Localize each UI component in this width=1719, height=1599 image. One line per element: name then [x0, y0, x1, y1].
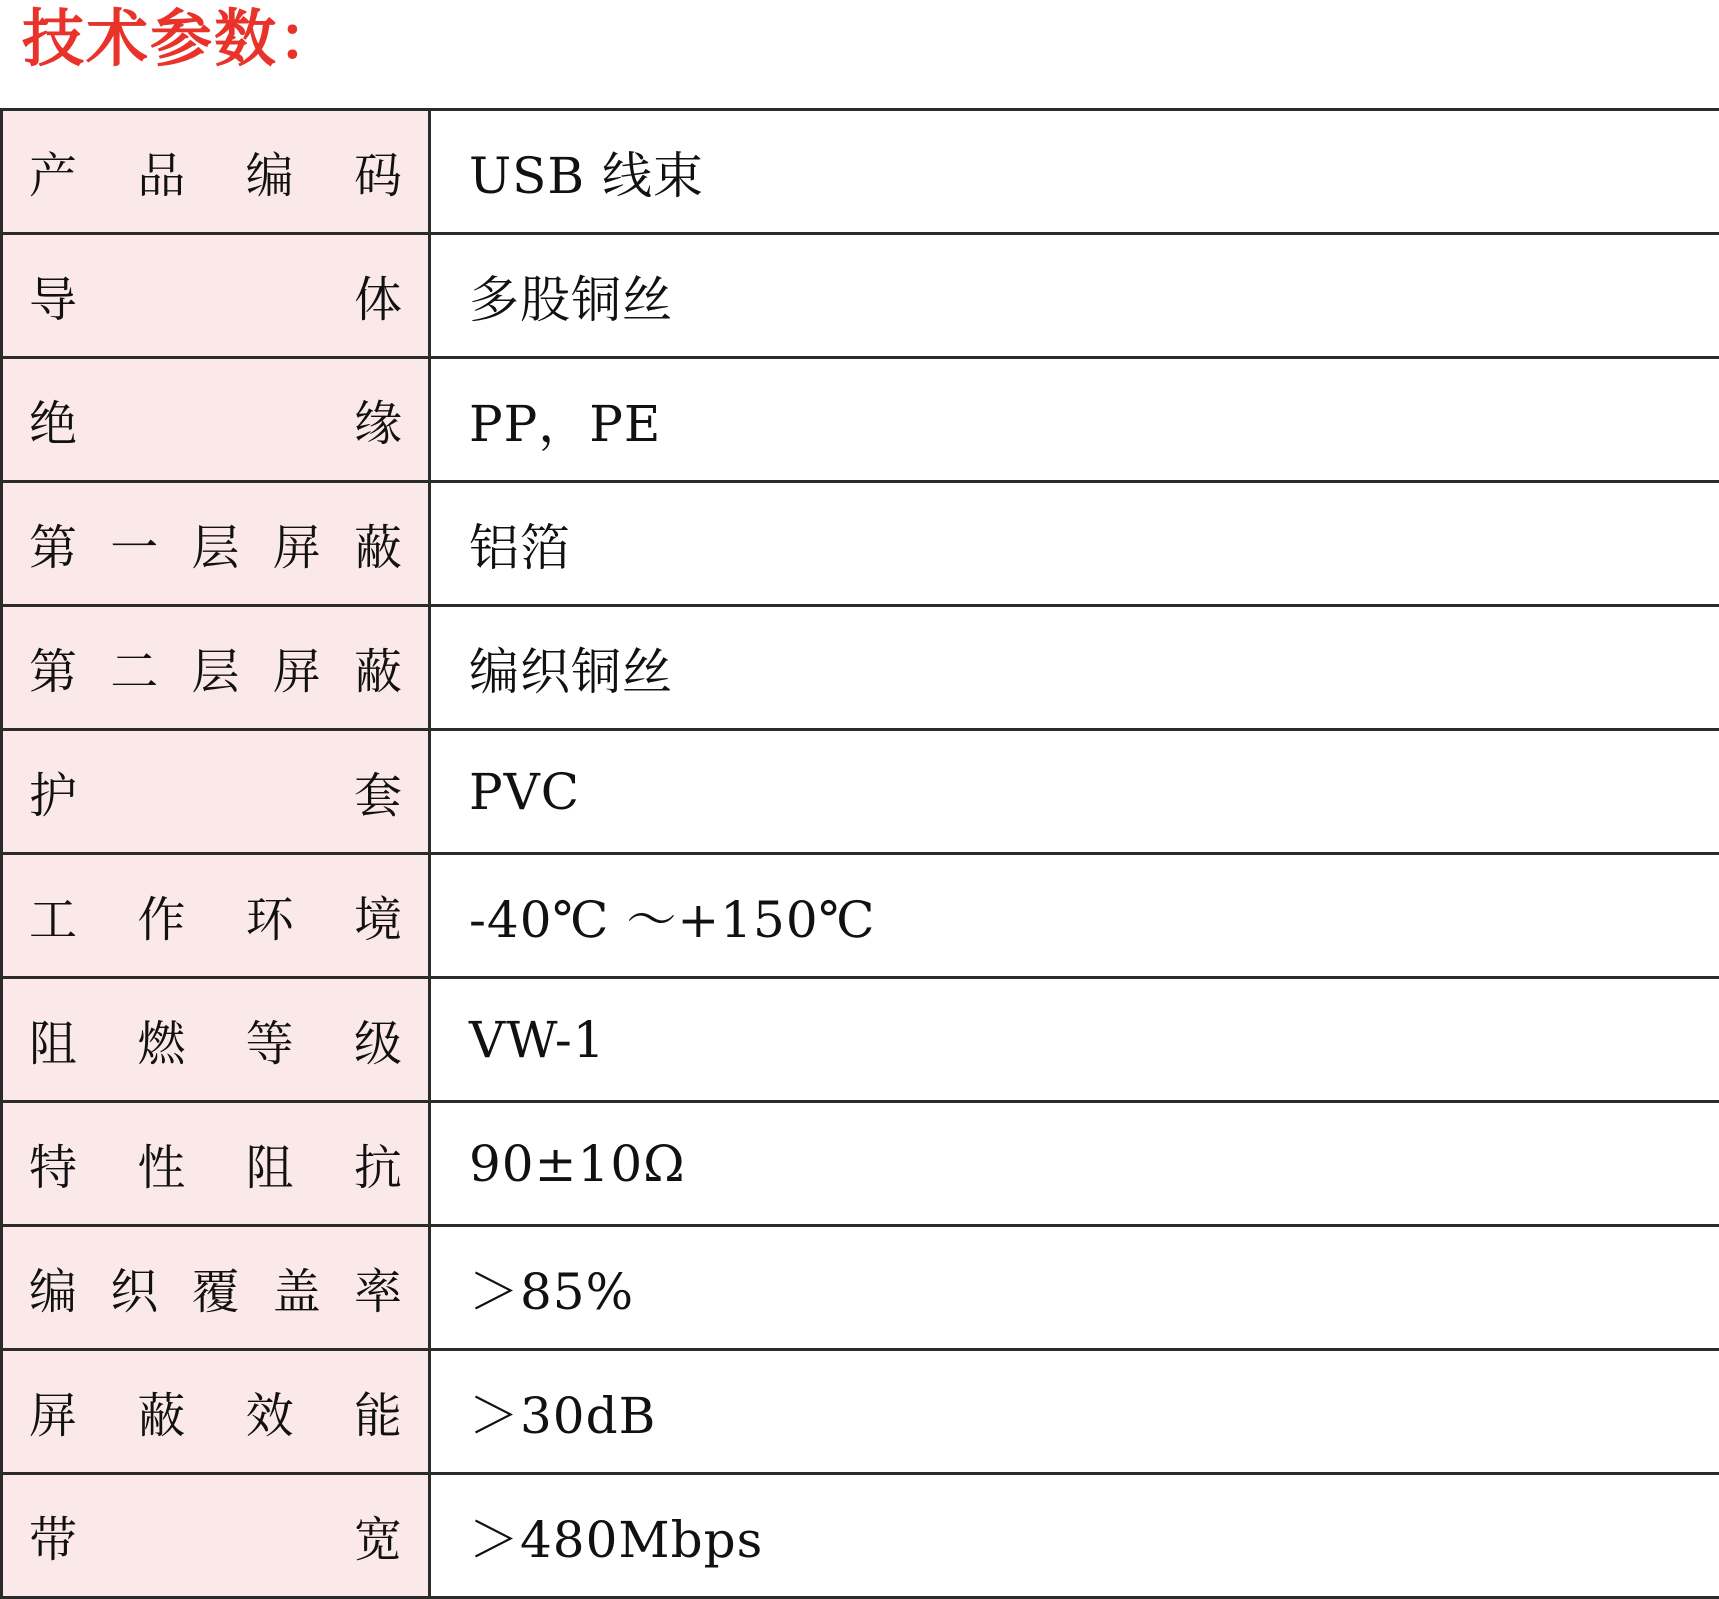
spec-label-cell — [2, 854, 430, 978]
spec-label-text: 屏蔽效能 — [29, 1377, 402, 1446]
page-title: 技术参数： — [0, 0, 1719, 70]
table-row — [2, 1102, 1719, 1226]
spec-label-cell — [2, 730, 430, 854]
spec-label-text: 阻燃等级 — [29, 1005, 402, 1074]
spec-label-cell — [2, 606, 430, 730]
spec-label-cell — [2, 110, 430, 234]
spec-value-cell: -40℃ ～+150℃ — [430, 854, 1719, 978]
technical-parameters-table — [0, 108, 1719, 1599]
spec-label-text: 特性阻抗 — [29, 1129, 402, 1198]
spec-table-body — [2, 110, 1719, 1598]
spec-label-cell — [2, 978, 430, 1102]
table-row — [2, 854, 1719, 978]
spec-label-cell — [2, 1102, 430, 1226]
spec-label-cell — [2, 1226, 430, 1350]
spec-label-text: 第二层屏蔽 — [29, 633, 402, 702]
table-row — [2, 730, 1719, 854]
spec-label-cell — [2, 1350, 430, 1474]
spec-label-cell — [2, 1474, 430, 1598]
spec-label-text: 工作环境 — [29, 881, 402, 950]
spec-value-cell: PP，PE — [430, 358, 1719, 482]
spec-label-text: 第一层屏蔽 — [29, 509, 402, 578]
spec-label-cell — [2, 358, 430, 482]
spec-value-cell: 铝箔 — [430, 482, 1719, 606]
table-row — [2, 1350, 1719, 1474]
spec-value-cell: VW-1 — [430, 978, 1719, 1102]
spec-label-text: 带宽 — [29, 1501, 402, 1570]
spec-value-cell: 90±10Ω — [430, 1102, 1719, 1226]
spec-label-cell — [2, 234, 430, 358]
spec-value-cell: USB 线束 — [430, 110, 1719, 234]
table-row — [2, 978, 1719, 1102]
spec-value-cell: ＞480Mbps — [430, 1474, 1719, 1598]
spec-value-cell: ＞85% — [430, 1226, 1719, 1350]
spec-value-cell: ＞30dB — [430, 1350, 1719, 1474]
spec-label-text: 导体 — [29, 261, 402, 330]
spec-value-cell: PVC — [430, 730, 1719, 854]
table-row — [2, 234, 1719, 358]
spec-value-cell: 编织铜丝 — [430, 606, 1719, 730]
spec-label-cell — [2, 482, 430, 606]
spec-value-cell: 多股铜丝 — [430, 234, 1719, 358]
table-row — [2, 1474, 1719, 1598]
table-row — [2, 1226, 1719, 1350]
spec-label-text: 产品编码 — [29, 137, 402, 206]
table-row — [2, 110, 1719, 234]
spec-label-text: 绝缘 — [29, 385, 402, 454]
spec-label-text: 护套 — [29, 757, 402, 826]
table-row — [2, 482, 1719, 606]
table-row — [2, 606, 1719, 730]
spec-label-text: 编织覆盖率 — [29, 1253, 402, 1322]
table-row — [2, 358, 1719, 482]
